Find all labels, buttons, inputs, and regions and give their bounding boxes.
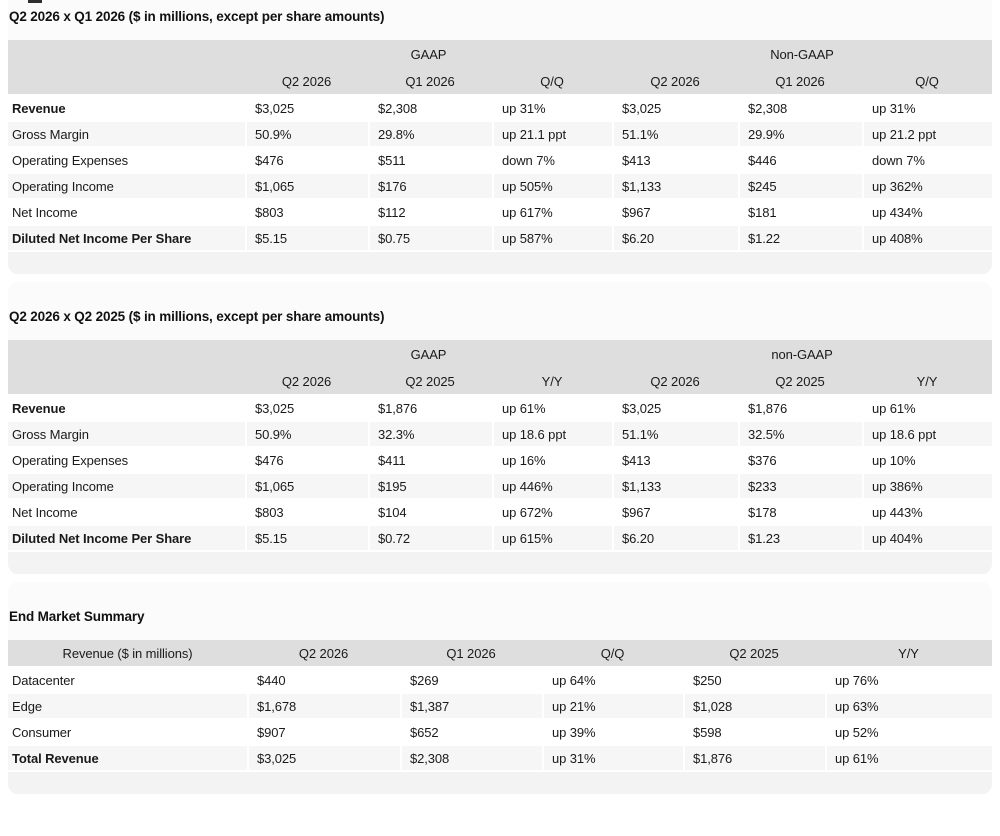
data-cell: up 31% bbox=[492, 96, 612, 122]
data-cell: $104 bbox=[368, 500, 492, 526]
data-cell: $3,025 bbox=[245, 96, 368, 122]
data-cell: $967 bbox=[612, 200, 738, 226]
column-header-cell: Y/Y bbox=[825, 640, 992, 668]
data-cell: $2,308 bbox=[368, 96, 492, 122]
data-cell: up 615% bbox=[492, 526, 612, 552]
data-cell: up 443% bbox=[862, 500, 992, 526]
group-header-cell: GAAP bbox=[245, 340, 612, 368]
data-cell: $476 bbox=[245, 448, 368, 474]
data-cell: 32.3% bbox=[368, 422, 492, 448]
data-cell: 32.5% bbox=[738, 422, 862, 448]
row-label-cell: Diluted Net Income Per Share bbox=[8, 226, 245, 252]
data-cell: up 21.2 ppt bbox=[862, 122, 992, 148]
table-row bbox=[8, 474, 992, 500]
table-footer-strip bbox=[8, 772, 992, 794]
table-row bbox=[8, 148, 992, 174]
row-label-cell: Revenue bbox=[8, 96, 245, 122]
row-label-cell: Net Income bbox=[8, 500, 245, 526]
data-cell: up 446% bbox=[492, 474, 612, 500]
column-header-cell: Q2 2026 bbox=[247, 640, 400, 668]
table-row bbox=[8, 526, 992, 552]
data-cell: $5.15 bbox=[245, 526, 368, 552]
data-cell: $476 bbox=[245, 148, 368, 174]
data-cell: 51.1% bbox=[612, 122, 738, 148]
section-title: End Market Summary bbox=[9, 609, 145, 624]
data-cell: $112 bbox=[368, 200, 492, 226]
table-row bbox=[8, 448, 992, 474]
data-cell: up 61% bbox=[825, 746, 992, 772]
data-cell: $3,025 bbox=[612, 96, 738, 122]
data-cell: up 505% bbox=[492, 174, 612, 200]
data-cell: $250 bbox=[683, 668, 825, 694]
data-cell: $0.72 bbox=[368, 526, 492, 552]
table-row bbox=[8, 96, 992, 122]
data-cell: $907 bbox=[247, 720, 400, 746]
end-market-summary-table bbox=[8, 640, 992, 772]
data-cell: $1,065 bbox=[245, 174, 368, 200]
data-cell: up 63% bbox=[825, 694, 992, 720]
data-cell: $1,876 bbox=[738, 396, 862, 422]
data-cell: 50.9% bbox=[245, 422, 368, 448]
section-title: Q2 2026 x Q2 2025 ($ in millions, except per share amounts) bbox=[9, 309, 385, 324]
data-cell: $1,876 bbox=[683, 746, 825, 772]
data-cell: $5.15 bbox=[245, 226, 368, 252]
table-row bbox=[8, 226, 992, 252]
data-cell: $3,025 bbox=[245, 396, 368, 422]
row-label-header-cell bbox=[8, 340, 245, 368]
row-label-cell: Revenue bbox=[8, 396, 245, 422]
row-label-cell: Total Revenue bbox=[8, 746, 247, 772]
cropped-text-artifact bbox=[28, 0, 42, 3]
data-cell: $245 bbox=[738, 174, 862, 200]
table-row bbox=[8, 668, 992, 694]
column-header-cell: Q2 2026 bbox=[245, 368, 368, 396]
data-cell: $6.20 bbox=[612, 526, 738, 552]
table-row bbox=[8, 746, 992, 772]
row-label-cell: Operating Income bbox=[8, 174, 245, 200]
data-cell: $1,387 bbox=[400, 694, 542, 720]
column-header-cell: Q2 2025 bbox=[368, 368, 492, 396]
data-cell: up 21.1 ppt bbox=[492, 122, 612, 148]
data-cell: $440 bbox=[247, 668, 400, 694]
data-cell: $176 bbox=[368, 174, 492, 200]
data-cell: $6.20 bbox=[612, 226, 738, 252]
table-row bbox=[8, 200, 992, 226]
column-header-cell: Q2 2026 bbox=[612, 68, 738, 96]
section-yoy-comparison bbox=[8, 282, 992, 574]
data-cell: $1.23 bbox=[738, 526, 862, 552]
data-cell: $1,065 bbox=[245, 474, 368, 500]
data-cell: up 31% bbox=[542, 746, 683, 772]
data-cell: $652 bbox=[400, 720, 542, 746]
data-cell: up 61% bbox=[862, 396, 992, 422]
data-cell: $2,308 bbox=[400, 746, 542, 772]
data-cell: $967 bbox=[612, 500, 738, 526]
data-cell: $1,678 bbox=[247, 694, 400, 720]
data-cell: $803 bbox=[245, 500, 368, 526]
data-cell: up 362% bbox=[862, 174, 992, 200]
data-cell: $181 bbox=[738, 200, 862, 226]
data-cell: 29.8% bbox=[368, 122, 492, 148]
section-qoq-comparison bbox=[8, 0, 992, 274]
data-cell: up 408% bbox=[862, 226, 992, 252]
column-header-cell: Q2 2025 bbox=[738, 368, 862, 396]
row-label-header-cell bbox=[8, 68, 245, 96]
row-label-cell: Diluted Net Income Per Share bbox=[8, 526, 245, 552]
table-row bbox=[8, 396, 992, 422]
table-row bbox=[8, 422, 992, 448]
section-title: Q2 2026 x Q1 2026 ($ in millions, except per share amounts) bbox=[9, 9, 385, 24]
data-cell: 50.9% bbox=[245, 122, 368, 148]
data-cell: $1.22 bbox=[738, 226, 862, 252]
row-label-cell: Operating Income bbox=[8, 474, 245, 500]
row-label-cell: Operating Expenses bbox=[8, 148, 245, 174]
data-cell: up 39% bbox=[542, 720, 683, 746]
qoq-comparison-table bbox=[8, 40, 992, 252]
row-label-header-cell bbox=[8, 368, 245, 396]
data-cell: $195 bbox=[368, 474, 492, 500]
group-header-cell: GAAP bbox=[245, 40, 612, 68]
data-cell: $1,028 bbox=[683, 694, 825, 720]
column-header-cell: Q/Q bbox=[542, 640, 683, 668]
data-cell: up 587% bbox=[492, 226, 612, 252]
group-header-cell: Non-GAAP bbox=[612, 40, 992, 68]
data-cell: up 10% bbox=[862, 448, 992, 474]
data-cell: up 76% bbox=[825, 668, 992, 694]
data-cell: $511 bbox=[368, 148, 492, 174]
data-cell: $413 bbox=[612, 448, 738, 474]
table-row bbox=[8, 500, 992, 526]
row-label-header-cell bbox=[8, 40, 245, 68]
data-cell: up 52% bbox=[825, 720, 992, 746]
data-cell: up 31% bbox=[862, 96, 992, 122]
row-label-cell: Gross Margin bbox=[8, 422, 245, 448]
data-cell: $3,025 bbox=[612, 396, 738, 422]
row-label-cell: Operating Expenses bbox=[8, 448, 245, 474]
data-cell: $376 bbox=[738, 448, 862, 474]
data-cell: up 16% bbox=[492, 448, 612, 474]
group-header-cell: non-GAAP bbox=[612, 340, 992, 368]
data-cell: $0.75 bbox=[368, 226, 492, 252]
data-cell: $233 bbox=[738, 474, 862, 500]
column-header-cell: Q1 2026 bbox=[368, 68, 492, 96]
data-cell: $2,308 bbox=[738, 96, 862, 122]
data-cell: up 64% bbox=[542, 668, 683, 694]
table-row bbox=[8, 174, 992, 200]
table-footer-strip bbox=[8, 252, 992, 274]
table-footer-strip bbox=[8, 552, 992, 574]
data-cell: $1,133 bbox=[612, 174, 738, 200]
row-label-cell: Consumer bbox=[8, 720, 247, 746]
column-header-cell: Q1 2026 bbox=[738, 68, 862, 96]
column-header-cell: Y/Y bbox=[492, 368, 612, 396]
data-cell: up 672% bbox=[492, 500, 612, 526]
data-cell: $1,876 bbox=[368, 396, 492, 422]
data-cell: up 61% bbox=[492, 396, 612, 422]
column-header-cell: Q/Q bbox=[492, 68, 612, 96]
data-cell: $411 bbox=[368, 448, 492, 474]
data-cell: 29.9% bbox=[738, 122, 862, 148]
data-cell: $803 bbox=[245, 200, 368, 226]
row-label-cell: Net Income bbox=[8, 200, 245, 226]
data-cell: $269 bbox=[400, 668, 542, 694]
table-row bbox=[8, 720, 992, 746]
data-cell: up 434% bbox=[862, 200, 992, 226]
data-cell: $3,025 bbox=[247, 746, 400, 772]
column-header-cell: Q/Q bbox=[862, 68, 992, 96]
data-cell: $178 bbox=[738, 500, 862, 526]
data-cell: $446 bbox=[738, 148, 862, 174]
row-label-header-cell: Revenue ($ in millions) bbox=[8, 640, 247, 668]
data-cell: up 21% bbox=[542, 694, 683, 720]
data-cell: $1,133 bbox=[612, 474, 738, 500]
data-cell: up 18.6 ppt bbox=[492, 422, 612, 448]
data-cell: up 617% bbox=[492, 200, 612, 226]
table-row bbox=[8, 694, 992, 720]
data-cell: $598 bbox=[683, 720, 825, 746]
column-header-cell: Y/Y bbox=[862, 368, 992, 396]
data-cell: 51.1% bbox=[612, 422, 738, 448]
column-header-cell: Q2 2026 bbox=[245, 68, 368, 96]
column-header-cell: Q1 2026 bbox=[400, 640, 542, 668]
row-label-cell: Datacenter bbox=[8, 668, 247, 694]
table-row bbox=[8, 122, 992, 148]
data-cell: up 386% bbox=[862, 474, 992, 500]
data-cell: down 7% bbox=[492, 148, 612, 174]
column-header-cell: Q2 2026 bbox=[612, 368, 738, 396]
yoy-comparison-table bbox=[8, 340, 992, 552]
data-cell: down 7% bbox=[862, 148, 992, 174]
column-header-cell: Q2 2025 bbox=[683, 640, 825, 668]
row-label-cell: Gross Margin bbox=[8, 122, 245, 148]
row-label-cell: Edge bbox=[8, 694, 247, 720]
data-cell: $413 bbox=[612, 148, 738, 174]
data-cell: up 18.6 ppt bbox=[862, 422, 992, 448]
data-cell: up 404% bbox=[862, 526, 992, 552]
section-end-market-summary bbox=[8, 582, 992, 794]
